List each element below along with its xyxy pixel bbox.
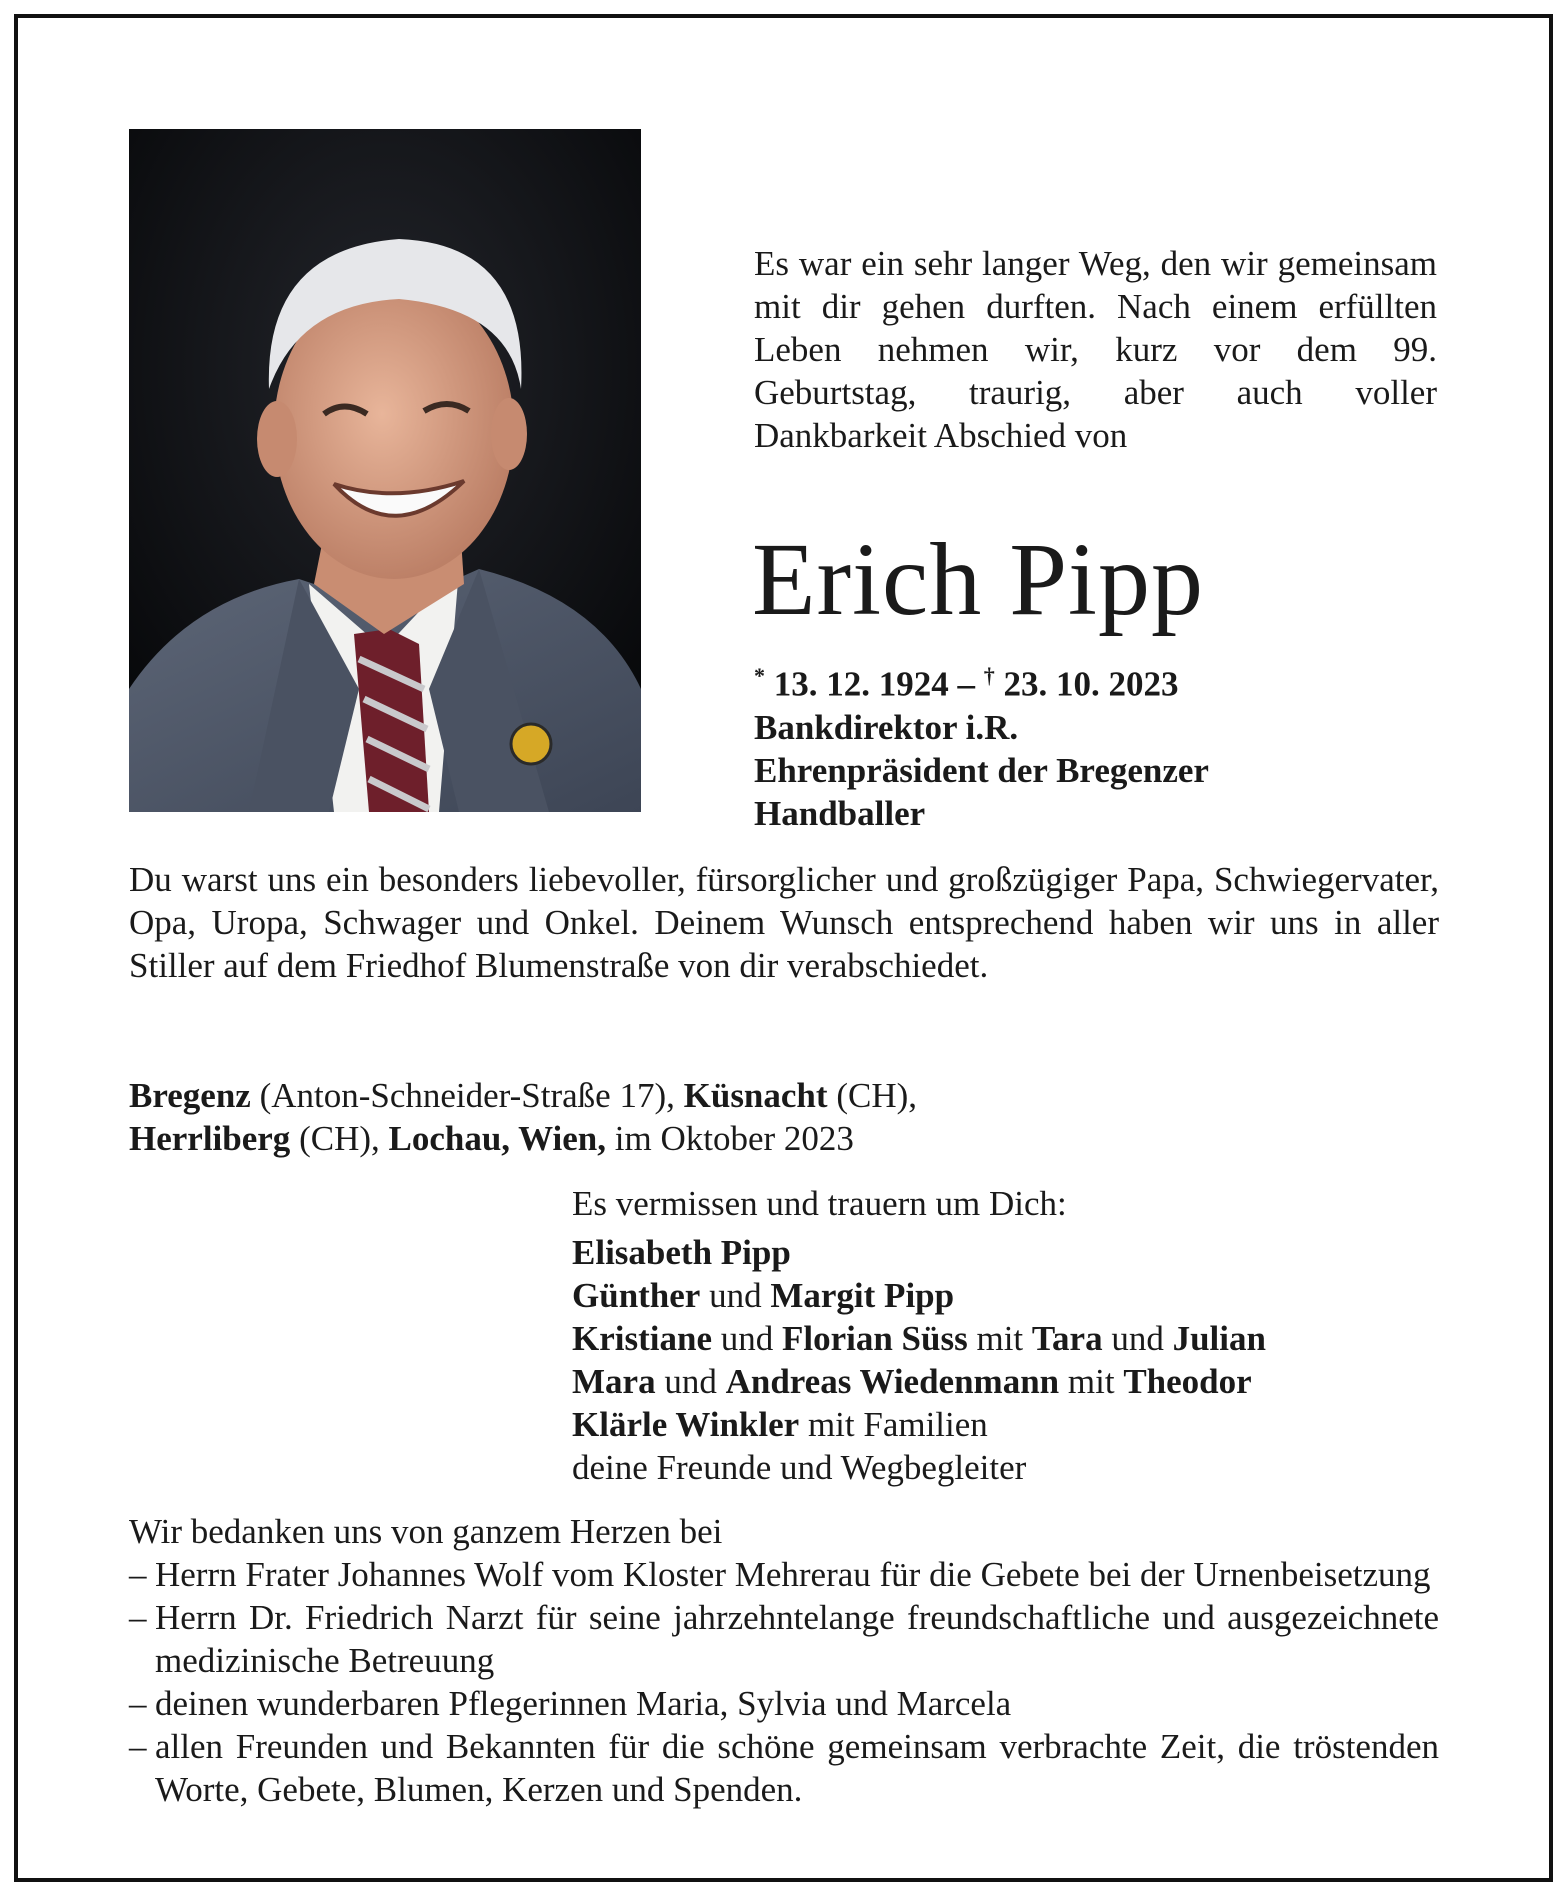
mourner-name: Julian: [1172, 1319, 1266, 1358]
died-symbol: †: [983, 663, 995, 688]
mourner-name: Margit Pipp: [770, 1276, 955, 1315]
place-bregenz: Bregenz: [129, 1076, 251, 1115]
tribute-text: Du warst uns ein besonders liebevoller, fürsorglicher und großzügiger Papa, Schwiegervater, Opa, Uropa, Schwager und Onkel. Deinem Wunsch entsprechend haben wir uns in aller Stiller auf dem Friedhof Blumenstraße von dir verabschiedet.: [129, 860, 1439, 985]
thanks-item: [129, 1553, 1439, 1596]
thanks-list: [129, 1553, 1439, 1811]
born-symbol: *: [754, 663, 765, 688]
mourner-row: deine Freunde und Wegbegleiter: [572, 1448, 1027, 1487]
death-date: 23. 10. 2023: [1003, 664, 1179, 704]
mourner-conjunction: und: [664, 1362, 717, 1401]
portrait-photo: [129, 129, 641, 812]
place-date: im Oktober 2023: [614, 1119, 854, 1158]
mourner-name: Kristiane: [572, 1319, 712, 1358]
life-dates-block: [754, 654, 1454, 835]
mourner-conjunction: und: [1111, 1319, 1164, 1358]
mourner-name: Elisabeth Pipp: [572, 1233, 791, 1272]
mourner-row: [572, 1231, 1442, 1274]
list-dash: –: [129, 1598, 147, 1637]
title-line-1: Bankdirektor i.R.: [754, 707, 1019, 747]
mourner-name: Florian Süss: [781, 1319, 968, 1358]
mourner-row: [572, 1274, 1442, 1317]
place-kuesnacht: Küsnacht: [683, 1076, 828, 1115]
thanks-intro: Wir bedanken uns von ganzem Herzen bei: [129, 1512, 723, 1551]
mourner-row: [572, 1317, 1442, 1360]
mourners-intro: Es vermissen und trauern um Dich:: [572, 1184, 1067, 1223]
place-bregenz-detail: (Anton-Schneider-Straße 17),: [259, 1076, 675, 1115]
place-herrliberg: Herrliberg: [129, 1119, 291, 1158]
mourner-name: Theodor: [1123, 1362, 1252, 1401]
mourner-rest: mit Familien: [807, 1405, 988, 1444]
thanks-block: [129, 1510, 1439, 1811]
thanks-item: [129, 1682, 1439, 1725]
list-dash: –: [129, 1555, 147, 1594]
place-herrliberg-detail: (CH),: [299, 1119, 380, 1158]
places-block: [129, 1074, 1439, 1160]
thanks-item-text: Herrn Frater Johannes Wolf vom Kloster Mehrerau für die Gebete bei der Urnenbeisetzung: [155, 1555, 1431, 1594]
thanks-item-text: allen Freunden und Bekannten für die schöne gemeinsam verbrachte Zeit, die tröstenden Worte, Gebete, Blumen, Kerzen und Spenden.: [155, 1727, 1439, 1809]
mourner-name: Klärle Winkler: [572, 1405, 800, 1444]
thanks-item-text: deinen wunderbaren Pflegerinnen Maria, Sylvia und Marcela: [155, 1684, 1012, 1723]
mourner-name: Tara: [1031, 1319, 1103, 1358]
mourner-conjunction: und: [709, 1276, 762, 1315]
mourner-name: Günther: [572, 1276, 701, 1315]
list-dash: –: [129, 1684, 147, 1723]
title-line-3: Handballer: [754, 793, 926, 833]
places-line-2: [129, 1117, 1439, 1160]
mourner-conjunction: mit: [1067, 1362, 1115, 1401]
portrait-illustration: [129, 129, 641, 812]
places-line-1: [129, 1074, 1439, 1117]
deceased-name: Erich Pipp: [752, 522, 1204, 637]
place-kuesnacht-detail: (CH),: [836, 1076, 917, 1115]
mourner-conjunction: mit: [976, 1319, 1024, 1358]
mourner-name: Andreas Wiedenmann: [725, 1362, 1060, 1401]
birth-date: 13. 12. 1924: [773, 664, 949, 704]
mourner-row: [572, 1403, 1442, 1446]
life-dates: [754, 654, 1454, 706]
thanks-item: [129, 1725, 1439, 1811]
place-lochau-wien: Lochau, Wien,: [388, 1119, 607, 1158]
intro-text: Es war ein sehr langer Weg, den wir gemeinsam mit dir gehen durften. Nach einem erfüllten Leben nehmen wir, kurz vor dem 99. Geburtstag, traurig, aber auch voller Dankbarkeit Abschied von: [754, 244, 1437, 455]
thanks-item: [129, 1596, 1439, 1682]
mourner-conjunction: und: [720, 1319, 774, 1358]
mourner-name: Mara: [572, 1362, 656, 1401]
mourner-row: [572, 1360, 1442, 1403]
date-separator: –: [957, 664, 975, 704]
title-line-2: Ehrenpräsident der Bregenzer: [754, 750, 1209, 790]
mourners-block: [572, 1182, 1442, 1489]
list-dash: –: [129, 1727, 147, 1766]
thanks-item-text: Herrn Dr. Friedrich Narzt für seine jahrzehntelange freundschaftliche und ausgezeichnete medizinische Betreuung: [155, 1598, 1439, 1680]
